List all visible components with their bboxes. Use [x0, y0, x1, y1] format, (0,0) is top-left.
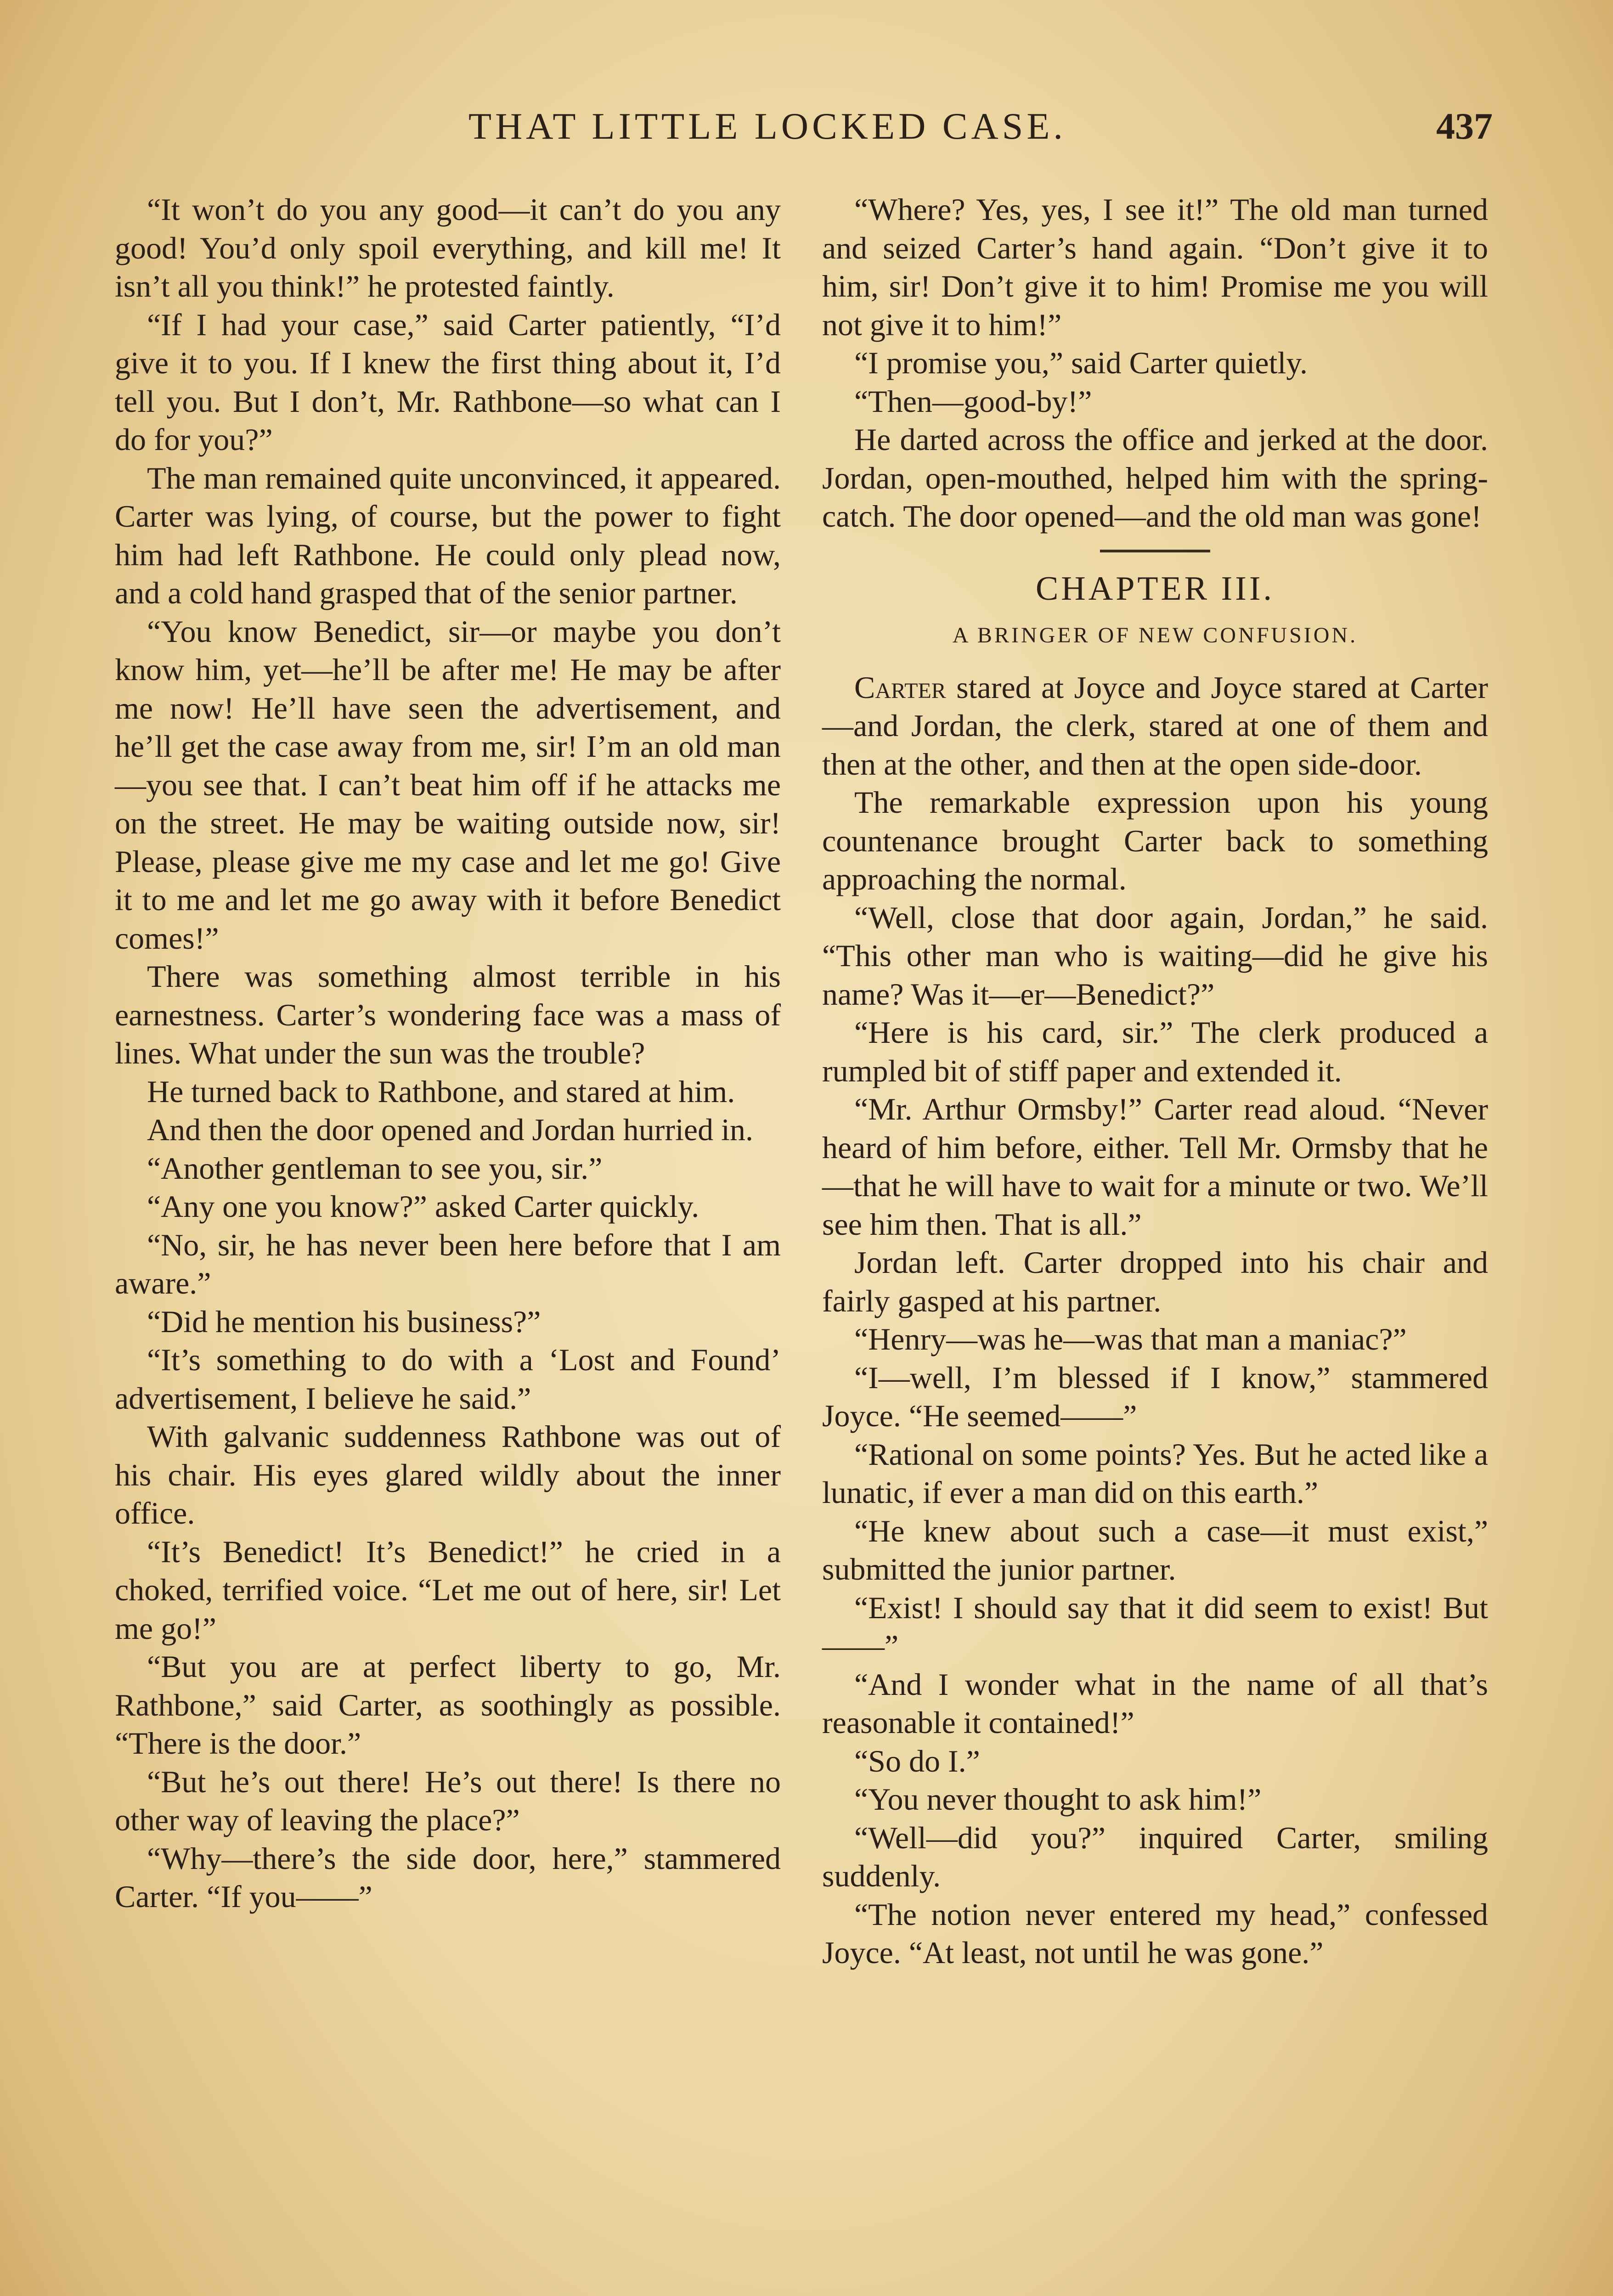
right-column	[822, 191, 1488, 1972]
paragraph: “I—well, I’m blessed if I know,” stammered Joyce. “He seemed——”	[822, 1360, 1488, 1433]
page-number: 437	[1436, 105, 1493, 147]
paragraph: “So do I.”	[854, 1743, 980, 1778]
paragraph: “It’s Benedict! It’s Benedict!” he cried in a choked, terrified voice. “Let me out of here, sir! Let me go!”	[115, 1534, 781, 1646]
paragraph: “I promise you,” said Carter quietly.	[854, 345, 1308, 380]
paragraph: “Well—did you?” inquired Carter, smiling suddenly.	[822, 1820, 1488, 1893]
paragraph: “He knew about such a case—it must exist,” submitted the junior partner.	[822, 1513, 1488, 1587]
chapter-first-word: Carter	[854, 670, 946, 705]
paragraph: “You know Benedict, sir—or maybe you don’t know him, yet—he’ll be after me! He may be after me now! He’ll have seen the advertisement, and he’ll get the case away from me, sir! I’m an old man—you see that. I can’t beat him off if he attacks me on the street. He may be waiting outside now, sir! Please, please give me my case and let me go! Give it to me and let me go away with it before Benedict comes!”	[115, 613, 781, 956]
paragraph: “But he’s out there! He’s out there! Is there no other way of leaving the place?”	[115, 1764, 781, 1837]
paragraph: “Exist! I should say that it did seem to exist! But——”	[822, 1590, 1488, 1663]
paragraph: “Mr. Arthur Ormsby!” Carter read aloud. “Never heard of him before, either. Tell Mr. Ormsby that he—that he will have to wait for a minute or two. We’ll see him then. That is all.”	[822, 1092, 1488, 1242]
paragraph: “It won’t do you any good—it can’t do you any good! You’d only spoil everything, and kill me! It isn’t all you think!” he protested faintly.	[115, 192, 781, 304]
page-header	[115, 105, 1493, 160]
paragraph: “The notion never entered my head,” confessed Joyce. “At least, not until he was gone.”	[822, 1896, 1488, 1970]
paragraph: The remarkable expression upon his young countenance brought Carter back to something approaching the normal.	[822, 785, 1488, 896]
chapter-opening-text: stared at Joyce and Joyce stared at Carter—and Jordan, the clerk, stared at one of them and then at the other, and then at the open side-door.	[822, 670, 1488, 782]
running-title: THAT LITTLE LOCKED CASE.	[468, 105, 1066, 147]
paragraph: “And I wonder what in the name of all that’s reasonable it contained!”	[822, 1666, 1488, 1740]
paragraph: “Another gentleman to see you, sir.”	[147, 1150, 603, 1186]
paragraph: The man remained quite unconvinced, it appeared. Carter was lying, of course, but the power to fight him had left Rathbone. He could only plead now, and a cold hand grasped that of the senior partner.	[115, 460, 781, 610]
paragraph: “If I had your case,” said Carter patiently, “I’d give it to you. If I knew the first thing about it, I’d tell you. But I don’t, Mr. Rathbone—so what can I do for you?”	[115, 307, 781, 457]
paragraph: “It’s something to do with a ‘Lost and Found’ advertisement, I believe he said.”	[115, 1342, 781, 1416]
paragraph: “Henry—was he—was that man a maniac?”	[854, 1322, 1407, 1356]
chapter-subtitle: A BRINGER OF NEW CONFUSION.	[952, 623, 1358, 647]
paragraph: “Here is his card, sir.” The clerk produced a rumpled bit of stiff paper and extended it.	[822, 1015, 1488, 1088]
paragraph: “But you are at perfect liberty to go, Mr. Rathbone,” said Carter, as soothingly as possible. “There is the door.”	[115, 1649, 781, 1761]
paragraph: “Then—good-by!”	[854, 383, 1092, 419]
paragraph: “Well, close that door again, Jordan,” he said. “This other man who is waiting—did he give his name? Was it—er—Benedict?”	[822, 900, 1488, 1012]
chapter-title: CHAPTER III.	[1035, 569, 1275, 608]
paragraph: Jordan left. Carter dropped into his chair and fairly gasped at his partner.	[822, 1245, 1488, 1318]
paragraph: He darted across the office and jerked at the door. Jordan, open-mouthed, helped him with the spring-catch. The door opened—and the old man was gone!	[822, 422, 1488, 534]
paragraph: “Any one you know?” asked Carter quickly.	[147, 1189, 699, 1224]
paragraph: “Rational on some points? Yes. But he acted like a lunatic, if ever a man did on this earth.”	[822, 1436, 1488, 1510]
chapter-opening-paragraph	[822, 669, 1488, 784]
paragraph: “Why—there’s the side door, here,” stammered Carter. “If you——”	[115, 1840, 781, 1914]
paragraph: He turned back to Rathbone, and stared at him.	[147, 1074, 735, 1109]
paragraph: And then the door opened and Jordan hurried in.	[147, 1112, 753, 1147]
paragraph: “You never thought to ask him!”	[854, 1782, 1262, 1817]
paragraph: There was something almost terrible in his earnestness. Carter’s wondering face was a mass of lines. What under the sun was the trouble?	[115, 959, 781, 1070]
paragraph: “Did he mention his business?”	[147, 1304, 541, 1339]
left-column	[115, 191, 781, 1916]
paragraph: “Where? Yes, yes, I see it!” The old man turned and seized Carter’s hand again. “Don’t give it to him, sir! Don’t give it to him! Promise me you will not give it to him!”	[822, 192, 1488, 342]
section-divider	[1100, 550, 1210, 552]
paragraph: With galvanic suddenness Rathbone was out of his chair. His eyes glared wildly about the inner office.	[115, 1419, 781, 1531]
paragraph: “No, sir, he has never been here before that I am aware.”	[115, 1227, 781, 1300]
